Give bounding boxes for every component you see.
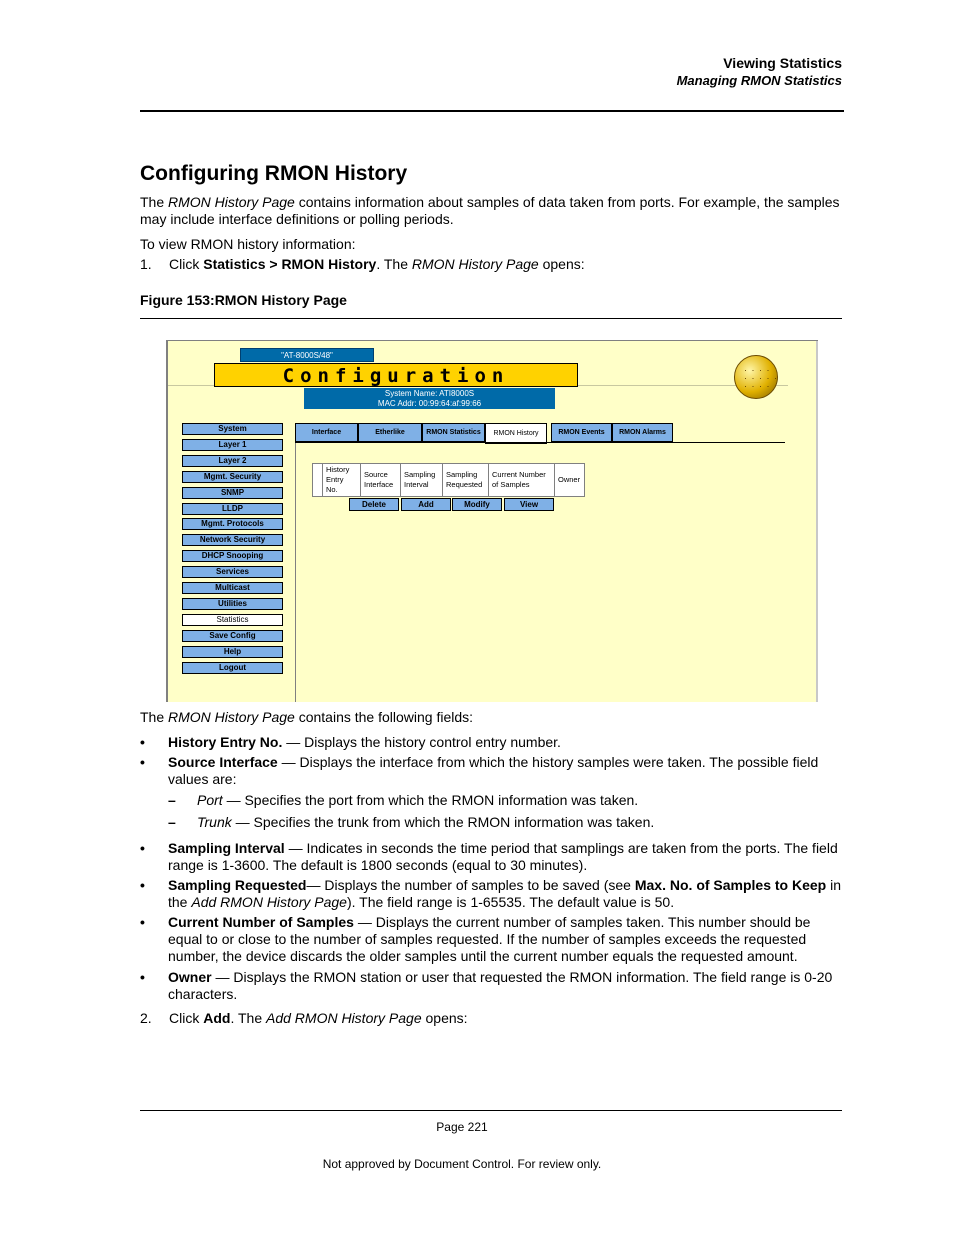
add-button[interactable]: Add [401, 498, 451, 511]
fields-intro: The RMON History Page contains the following fields: [140, 709, 474, 725]
menu-item-lldp[interactable]: LLDP [182, 503, 283, 515]
column-header-source-interface: Source Interface [361, 464, 401, 497]
footer-rule [140, 1110, 842, 1111]
globe-logo-icon: · · · · · · · · · · · · · [734, 355, 778, 399]
menu-item-layer-2[interactable]: Layer 2 [182, 455, 283, 467]
tab-baseline [295, 442, 785, 443]
system-info-box [304, 388, 555, 409]
menu-item-statistics[interactable]: Statistics [182, 614, 283, 626]
menu-item-logout[interactable]: Logout [182, 662, 283, 674]
left-pane-divider [295, 423, 296, 702]
bullet-source-interface: • Source Interface — Displays the interface from which the history samples were taken. The possible field values are: [140, 754, 819, 787]
rmon-history-table [312, 463, 585, 497]
tab-rmon-alarms[interactable]: RMON Alarms [612, 423, 673, 442]
tab-etherlike[interactable]: Etherlike [358, 423, 422, 442]
column-header-owner: Owner [555, 464, 585, 497]
bullet-sampling-requested: • Sampling Requested— Displays the number of samples to be saved (see Max. No. of Samples to Keep in the Add RMON History Page). The field range is 1-65535. The default value is 50. [140, 877, 842, 910]
instruction-lead: To view RMON history information: [140, 236, 356, 252]
section-title: Configuring RMON History [140, 162, 408, 185]
view-button[interactable]: View [504, 498, 554, 511]
column-header-sampling-requested: Sampling Requested [443, 464, 489, 497]
system-name: System Name: ATI8000S [384, 389, 475, 398]
running-header-section: Managing RMON Statistics [676, 73, 842, 88]
running-header-chapter: Viewing Statistics [723, 55, 842, 71]
menu-item-save-config[interactable]: Save Config [182, 630, 283, 642]
review-notice: Not approved by Document Control. For review only. [322, 1157, 602, 1171]
menu-item-mgmt-protocols[interactable]: Mgmt. Protocols [182, 518, 283, 530]
header-rule [140, 110, 844, 112]
column-header-history-entry-no: History Entry No. [323, 464, 361, 497]
menu-item-network-security[interactable]: Network Security [182, 534, 283, 546]
tab-interface[interactable]: Interface [295, 423, 358, 442]
bullet-current-number: • Current Number of Samples — Displays the current number of samples taken. This number should be equal to or close to the number of samples requested. If the number of samples exceeds the requested number, the device discards the older samples until the current number equals the requested amount. [140, 914, 811, 964]
tab-rmon-events[interactable]: RMON Events [551, 423, 612, 442]
menu-item-services[interactable]: Services [182, 566, 283, 578]
menu-item-dhcp-snooping[interactable]: DHCP Snooping [182, 550, 283, 562]
device-tab[interactable]: "AT-8000S/48" [240, 348, 374, 362]
tab-rmon-statistics[interactable]: RMON Statistics [422, 423, 485, 442]
column-header-current-number-of-samples: Current Number of Samples [489, 464, 555, 497]
menu-item-system[interactable]: System [182, 423, 283, 435]
column-header-sampling-interval: Sampling Interval [401, 464, 443, 497]
menu-item-snmp[interactable]: SNMP [182, 487, 283, 499]
select-column-header [313, 464, 323, 497]
modify-button[interactable]: Modify [452, 498, 502, 511]
sub-bullet-port: – Port — Specifies the port from which the RMON information was taken. [168, 792, 639, 808]
page-number: Page 221 [436, 1120, 488, 1134]
mac-address: MAC Addr: 00:99:64:af:99:66 [377, 399, 482, 408]
figure-caption: Figure 153:RMON History Page [140, 292, 347, 308]
tab-rmon-history[interactable]: RMON History [485, 423, 547, 444]
menu-item-mgmt-security[interactable]: Mgmt. Security [182, 471, 283, 483]
sub-bullet-trunk: – Trunk — Specifies the trunk from which the RMON information was taken. [168, 814, 655, 830]
figure-rule [140, 318, 842, 319]
menu-item-layer-1[interactable]: Layer 1 [182, 439, 283, 451]
menu-item-help[interactable]: Help [182, 646, 283, 658]
step-2: 2. Click Add. The Add RMON History Page opens: [140, 1010, 468, 1026]
bullet-sampling-interval: • Sampling Interval — Indicates in seconds the time period that samplings are taken from the ports. The field range is 1-3600. The default is 1800 seconds (equal to 30 minutes). [140, 840, 838, 873]
intro-paragraph: The RMON History Page contains information about samples of data taken from ports. For example, the samples may include interface definitions or polling periods. [140, 194, 840, 227]
menu-item-utilities[interactable]: Utilities [182, 598, 283, 610]
bullet-history-entry: • History Entry No. — Displays the history control entry number. [140, 734, 561, 750]
rmon-history-screenshot [166, 340, 818, 702]
table-header-row [313, 464, 585, 497]
menu-item-multicast[interactable]: Multicast [182, 582, 283, 594]
step-1: 1. Click Statistics > RMON History. The RMON History Page opens: [140, 256, 585, 272]
window-right-edge [816, 341, 818, 702]
bullet-owner: • Owner — Displays the RMON station or user that requested the RMON information. The field range is 0-20 characters. [140, 969, 833, 1002]
configuration-banner: Configuration [214, 363, 578, 387]
delete-button[interactable]: Delete [349, 498, 399, 511]
